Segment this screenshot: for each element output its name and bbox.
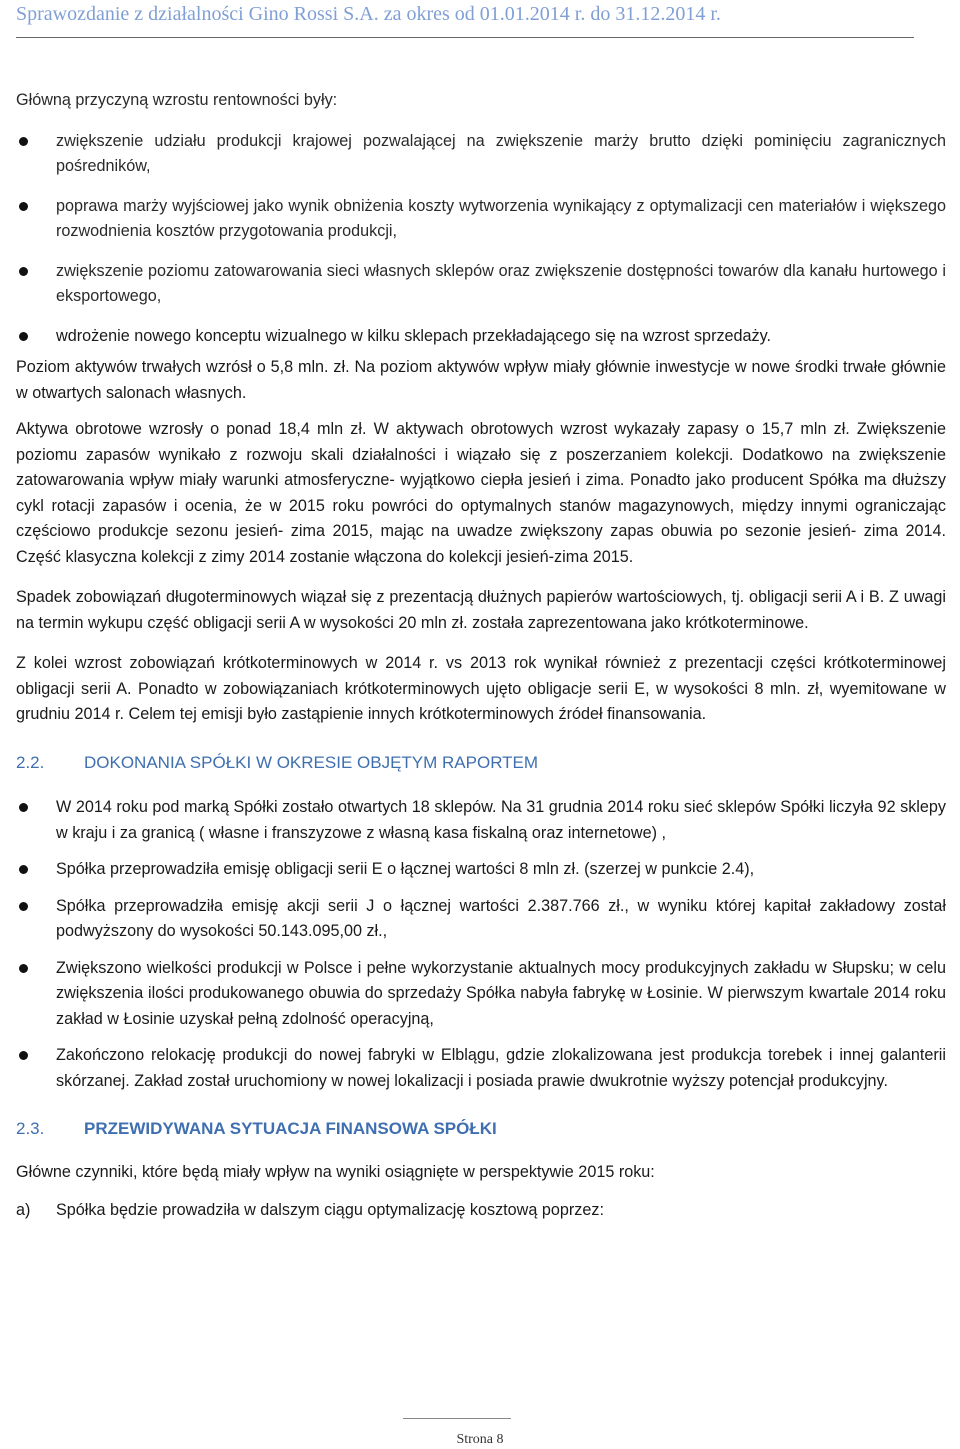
paragraph-short-term-liabilities: Z kolei wzrost zobowiązań krótkoterminowych w 2014 r. vs 2013 rok wynikał również z prezentacji części krótkoterminowej obligacji serii A. Ponadto w zobowiązaniach krótkoterminowych ujęto obligacje serii E, w wysokości 8 mln. zł, wyemitowane w grudniu 2014 r. Celem tej emisji było zastąpienie innych krótkoterminowych źródeł finansowania.: [16, 654, 946, 723]
list-item: zwiększenie udziału produkcji krajowej pozwalającej na zwiększenie marży brutto dzięki pominięciu zagranicznych pośredników,: [16, 129, 946, 180]
section-number: 2.2.: [16, 752, 45, 772]
reasons-list: [16, 129, 946, 310]
document-body: [16, 88, 946, 1224]
list-item: wdrożenie nowego konceptu wizualnego w kilku sklepach przekładającego się na wzrost sprzedaży.: [16, 324, 946, 350]
forecast-item-a: [16, 1198, 946, 1224]
item-marker: a): [16, 1201, 31, 1219]
section-number: 2.3.: [16, 1119, 45, 1138]
list-item: Zakończono relokację produkcji do nowej fabryki w Elblągu, gdzie zlokalizowana jest produkcja torebek i innej galanterii skórzanej. Zakład został uruchomiony w nowej lokalizacji i posiada prawie dwukrotnie wyższy potencjał produkcyjny.: [16, 1043, 946, 1094]
section-heading-2-2: [16, 750, 946, 776]
footer-rule: [403, 1418, 511, 1419]
section-heading-2-3: [16, 1116, 946, 1142]
paragraph-long-term-liabilities: Spadek zobowiązań długoterminowych wiązał się z prezentacją dłużnych papierów wartościowych, tj. obligacji serii A i B. Z uwagi na termin wykupu część obligacji serii A w wysokości 20 mln zł. została zaprezentowana jako krótkoterminowe.: [16, 588, 946, 632]
list-item: Spółka przeprowadziła emisję obligacji serii E o łącznej wartości 8 mln zł. (szerzej w punkcie 2.4),: [16, 857, 946, 883]
forecast-intro: Główne czynniki, które będą miały wpływ na wyniki osiągnięte w perspektywie 2015 roku:: [16, 1162, 655, 1181]
intro-text: Główną przyczyną wzrostu rentowności były:: [16, 91, 338, 109]
list-item: Zwiększono wielkości produkcji w Polsce i pełne wykorzystanie aktualnych mocy produkcyjnych zakładu w Słupsku; w celu zwiększenia ilości produkowanego obuwia do sprzedaży Spółka nabyła fabrykę w Łosinie. W pierwszym kwartale 2014 roku zakład w Łosinie uzyskał pełną zdolność operacyjną,: [16, 956, 946, 1033]
paragraph-fixed-assets: Poziom aktywów trwałych wzrósł o 5,8 mln. zł. Na poziom aktywów wpływ miały głównie inwestycje w nowe środki trwałe głównie w otwartych salonach własnych.: [16, 358, 946, 402]
list-item: Spółka przeprowadziła emisję akcji serii J o łącznej wartości 2.387.766 zł., w wyniku której kapitał zakładowy został podwyższony do wysokości 50.143.095,00 zł.,: [16, 894, 946, 945]
list-item: W 2014 roku pod marką Spółki zostało otwartych 18 sklepów. Na 31 grudnia 2014 roku sieć sklepów Spółki liczyła 92 sklepy w kraju i za granicą ( własne i franszyzowe z własną kasa fiskalną oraz internetowe) ,: [16, 795, 946, 846]
page-number: Strona 8: [456, 1432, 504, 1447]
header-rule: [16, 37, 914, 38]
item-text: Spółka będzie prowadziła w dalszym ciągu optymalizację kosztową poprzez:: [56, 1201, 604, 1219]
list-item: poprawa marży wyjściowej jako wynik obniżenia koszty wytworzenia wynikający z optymalizacji cen materiałów i większego rozwodnienia kosztów przygotowania produkcji,: [16, 194, 946, 245]
reasons-list-cont: [16, 324, 946, 350]
section-title: PRZEWIDYWANA SYTUACJA FINANSOWA SPÓŁKI: [84, 1119, 497, 1138]
section-title: DOKONANIA SPÓŁKI W OKRESIE OBJĘTYM RAPORTEM: [84, 752, 539, 772]
achievements-list: [16, 795, 946, 1094]
list-item: zwiększenie poziomu zatowarowania sieci własnych sklepów oraz zwiększenie dostępności towarów dla kanału hurtowego i eksportowego,: [16, 259, 946, 310]
paragraph-current-assets: Aktywa obrotowe wzrosły o ponad 18,4 mln zł. W aktywach obrotowych wzrost wykazały zapasy o 15,7 mln zł. Zwiększenie poziomu zapasów wynikało z rozwoju skali działalności i wiązało się z poszerzaniem kolekcji. Dodatkowo na zwiększenie zatowarowania wpływ miały warunki atmosferyczne- wyjątkowo ciepła jesień i zima. Ponadto jako producent Spółka ma dłuższy cykl rotacji zapasów i ocenia, że w 2015 roku powróci do optymalnych stanów magazynowych, między innymi ograniczając częściowo produkcje sezonu jesień- zima 2015, mając na uwadze zwiększony zapas obuwia po sezonie jesień- zima 2014. Część klasyczna kolekcji z zimy 2014 zostanie włączona do kolekcji jesień-zima 2015.: [16, 420, 946, 566]
page-header-title: Sprawozdanie z działalności Gino Rossi S.A. za okres od 01.01.2014 r. do 31.12.2014 r.: [16, 3, 721, 25]
